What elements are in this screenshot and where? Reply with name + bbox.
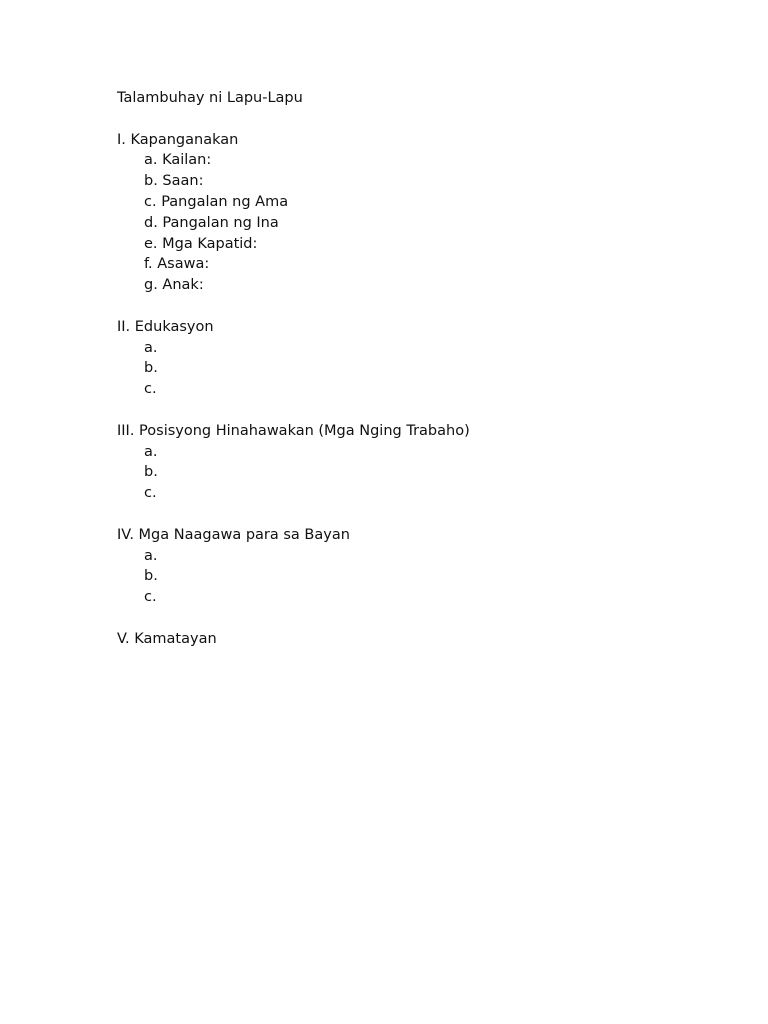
section-heading-edukasyon: II. Edukasyon xyxy=(117,318,214,335)
spacer xyxy=(117,400,470,421)
list-item: d. Pangalan ng Ina xyxy=(144,214,279,231)
section-heading-kamatayan: V. Kamatayan xyxy=(117,630,217,647)
spacer xyxy=(117,608,470,629)
document-title: Talambuhay ni Lapu-Lapu xyxy=(117,90,303,106)
list-item: g. Anak: xyxy=(144,277,204,294)
list-item: b. xyxy=(144,568,158,585)
list-item: b. Saan: xyxy=(144,173,204,190)
list-item: c. Pangalan ng Ama xyxy=(144,193,289,210)
document-body xyxy=(117,88,470,650)
section-heading-naagawa: IV. Mga Naagawa para sa Bayan xyxy=(117,526,350,543)
list-item: c. xyxy=(144,381,157,398)
list-item: a. Kailan: xyxy=(144,152,212,169)
list-item: c. xyxy=(144,485,157,502)
list-item: a. xyxy=(144,339,158,356)
spacer xyxy=(117,109,470,130)
section-heading-posisyon: III. Posisyong Hinahawakan (Mga Nging Trabaho) xyxy=(117,422,470,439)
spacer xyxy=(117,296,470,317)
spacer xyxy=(117,504,470,525)
list-item: b. xyxy=(144,464,158,481)
list-item: c. xyxy=(144,589,157,606)
list-item: e. Mga Kapatid: xyxy=(144,235,258,252)
section-heading-kapanganakan: I. Kapanganakan xyxy=(117,131,239,148)
list-item: a. xyxy=(144,443,158,460)
list-item: b. xyxy=(144,360,158,377)
list-item: a. xyxy=(144,547,158,564)
list-item: f. Asawa: xyxy=(144,256,210,273)
